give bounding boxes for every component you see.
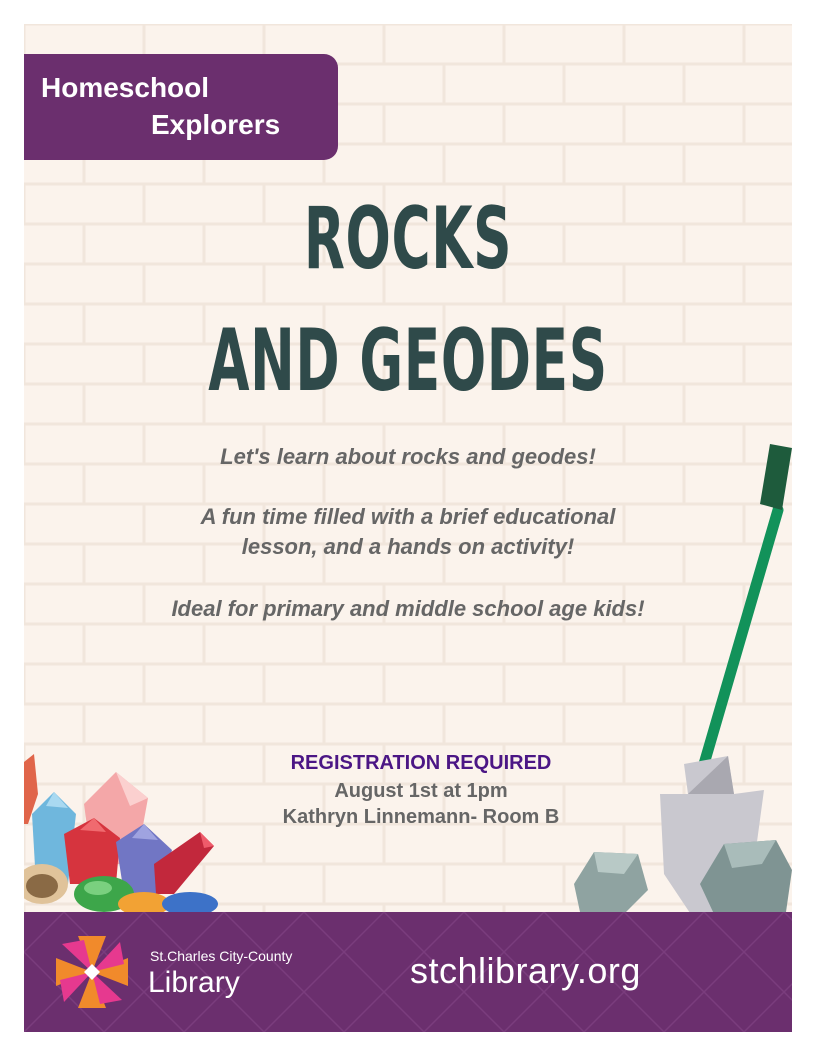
program-tag-line2: Explorers (151, 109, 281, 140)
library-url[interactable]: stchlibrary.org (410, 950, 641, 991)
library-name-large: Library (148, 966, 240, 999)
description-activity-line1: A fun time filled with a brief educational (200, 504, 616, 529)
crystals-illustration (24, 754, 224, 914)
footer-bar (24, 912, 792, 1032)
title-line2: AND GEODES (208, 311, 608, 411)
shovel-and-rocks-illustration (564, 434, 792, 914)
event-location: Kathryn Linnemann- Room B (282, 806, 560, 828)
flyer-page (24, 24, 792, 1032)
library-name-small: St.Charles City-County (150, 948, 293, 964)
description-audience: Ideal for primary and middle school age kids! (171, 596, 645, 621)
footer-pattern (24, 912, 792, 1032)
registration-required: REGISTRATION REQUIRED (290, 752, 552, 774)
title-line1: ROCKS (303, 189, 513, 289)
event-date: August 1st at 1pm (334, 780, 508, 802)
description-activity-line2: lesson, and a hands on activity! (241, 534, 575, 559)
program-tag (24, 54, 338, 160)
library-logo-icon (54, 934, 130, 1010)
description-intro: Let's learn about rocks and geodes! (220, 444, 596, 469)
program-tag-line1: Homeschool (41, 72, 210, 103)
